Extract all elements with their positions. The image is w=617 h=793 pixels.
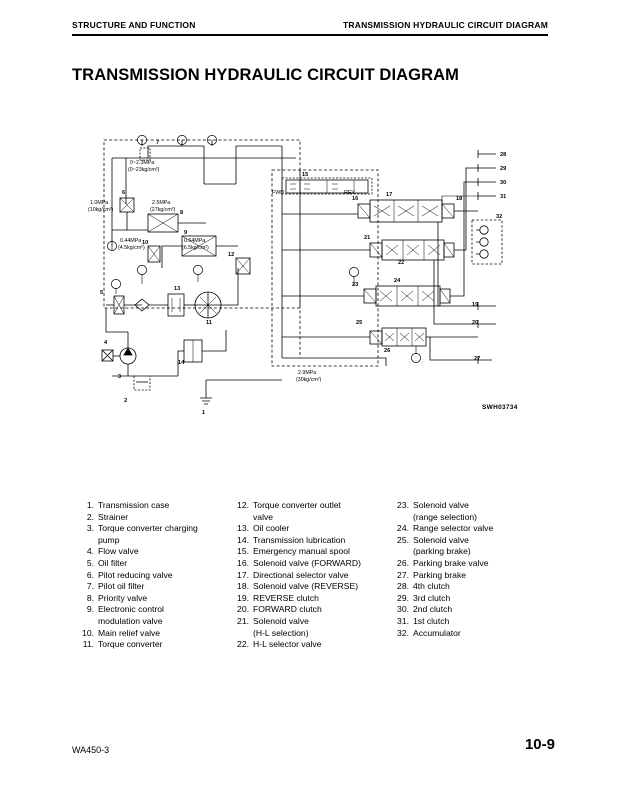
page-number: 10-9 bbox=[524, 736, 555, 753]
legend-number: 29. bbox=[397, 592, 409, 603]
legend-label: Directional selector valve bbox=[253, 569, 349, 580]
legend-label: Pilot reducing valve bbox=[98, 569, 173, 580]
list-item bbox=[389, 604, 534, 616]
svg-text:17: 17 bbox=[386, 192, 393, 198]
legend-label: Parking brake valve bbox=[413, 557, 489, 568]
list-item bbox=[389, 535, 534, 547]
legend-number: 4. bbox=[86, 546, 94, 557]
list-item bbox=[229, 535, 389, 547]
list-item bbox=[389, 581, 534, 593]
list-item bbox=[74, 628, 229, 640]
svg-text:(27kg/cm²): (27kg/cm²) bbox=[150, 207, 176, 213]
list-item bbox=[389, 523, 534, 535]
legend-label-cont: modulation valve bbox=[98, 615, 163, 626]
legend-label: Oil filter bbox=[98, 557, 128, 568]
svg-text:7: 7 bbox=[156, 140, 160, 146]
svg-text:25: 25 bbox=[356, 320, 363, 326]
legend-number: 26. bbox=[397, 557, 409, 568]
legend-label: FORWARD clutch bbox=[253, 604, 322, 615]
legend-label: Torque converter bbox=[98, 639, 163, 650]
legend-label: Strainer bbox=[98, 511, 129, 522]
svg-text:22: 22 bbox=[398, 260, 405, 266]
svg-text:21: 21 bbox=[364, 235, 371, 241]
legend-label: REVERSE clutch bbox=[253, 592, 319, 603]
svg-text:18: 18 bbox=[456, 196, 463, 202]
svg-text:8: 8 bbox=[180, 210, 184, 216]
legend-number: 9. bbox=[86, 604, 94, 615]
legend-label: Transmission case bbox=[98, 500, 170, 510]
legend-label: Range selector valve bbox=[413, 523, 494, 534]
footer-model-number: WA450-3 bbox=[72, 745, 110, 755]
svg-text:4: 4 bbox=[104, 340, 108, 346]
svg-text:(10kg/cm²): (10kg/cm²) bbox=[88, 207, 114, 213]
legend-number: 15. bbox=[237, 546, 249, 557]
legend-number: 12. bbox=[237, 500, 249, 510]
legend-number: 8. bbox=[86, 592, 94, 603]
svg-text:23: 23 bbox=[352, 282, 359, 288]
header-divider bbox=[72, 34, 548, 36]
list-item bbox=[74, 581, 229, 593]
header-section-title: STRUCTURE AND FUNCTION bbox=[72, 20, 196, 30]
svg-text:14: 14 bbox=[178, 360, 185, 366]
svg-text:10: 10 bbox=[142, 240, 149, 246]
legend-label: Accumulator bbox=[413, 627, 461, 638]
list-item bbox=[389, 570, 534, 582]
hydraulic-circuit-diagram bbox=[86, 118, 534, 418]
legend-label: Priority valve bbox=[98, 592, 148, 603]
svg-text:1: 1 bbox=[202, 410, 206, 416]
legend-label: Transmission lubrication bbox=[253, 534, 346, 545]
legend-number: 5. bbox=[86, 557, 94, 568]
drawing-number: SWH03734 bbox=[482, 404, 518, 411]
legend-number: 19. bbox=[237, 592, 249, 603]
legend-number: 17. bbox=[237, 569, 249, 580]
legend-label-cont: (parking brake) bbox=[413, 546, 471, 557]
svg-text:13: 13 bbox=[174, 286, 181, 292]
svg-text:32: 32 bbox=[496, 214, 503, 220]
svg-text:0~2.3MPa: 0~2.3MPa bbox=[130, 160, 155, 166]
component-legend bbox=[74, 500, 534, 651]
svg-text:2.9MPa: 2.9MPa bbox=[298, 370, 317, 376]
svg-text:6: 6 bbox=[122, 190, 126, 196]
list-item bbox=[74, 604, 229, 616]
svg-text:12: 12 bbox=[228, 252, 235, 258]
legend-number: 23. bbox=[397, 500, 409, 510]
list-item bbox=[229, 616, 389, 628]
list-item bbox=[229, 523, 389, 535]
list-item bbox=[229, 500, 389, 512]
svg-text:(6.5kg/cm²): (6.5kg/cm²) bbox=[182, 245, 209, 251]
svg-text:30: 30 bbox=[500, 180, 507, 186]
list-item bbox=[229, 546, 389, 558]
list-item bbox=[74, 512, 229, 524]
list-item bbox=[74, 593, 229, 605]
legend-number: 6. bbox=[86, 569, 94, 580]
legend-label: Torque converter charging bbox=[98, 523, 198, 534]
svg-text:0.44MPa: 0.44MPa bbox=[120, 238, 142, 244]
list-item bbox=[74, 500, 229, 512]
legend-label: 2nd clutch bbox=[413, 604, 453, 615]
legend-number: 2. bbox=[86, 511, 94, 522]
svg-text:15: 15 bbox=[302, 172, 309, 178]
svg-text:REV: REV bbox=[344, 190, 355, 196]
svg-text:2.5MPa: 2.5MPa bbox=[152, 200, 171, 206]
legend-label: Electronic control bbox=[98, 604, 164, 615]
legend-label-cont: valve bbox=[253, 511, 274, 522]
list-item bbox=[389, 500, 534, 512]
svg-text:FWD: FWD bbox=[272, 190, 285, 196]
legend-number: 27. bbox=[397, 569, 409, 580]
svg-text:(30kg/cm²): (30kg/cm²) bbox=[296, 377, 322, 383]
legend-number: 25. bbox=[397, 534, 409, 545]
list-item bbox=[74, 546, 229, 558]
svg-text:0.64MPa: 0.64MPa bbox=[184, 238, 206, 244]
legend-label: Flow valve bbox=[98, 546, 139, 557]
legend-label: 3rd clutch bbox=[413, 592, 451, 603]
list-item bbox=[229, 581, 389, 593]
list-item bbox=[229, 593, 389, 605]
legend-label: Solenoid valve bbox=[413, 534, 469, 545]
legend-label-cont: (range selection) bbox=[413, 511, 478, 522]
svg-text:16: 16 bbox=[352, 196, 359, 202]
legend-column-1 bbox=[74, 500, 229, 651]
list-item bbox=[389, 593, 534, 605]
list-item bbox=[229, 570, 389, 582]
svg-text:26: 26 bbox=[384, 348, 391, 354]
legend-number: 3. bbox=[86, 523, 94, 534]
legend-label: Pilot oil filter bbox=[98, 581, 145, 592]
legend-label: Solenoid valve (REVERSE) bbox=[253, 581, 359, 592]
legend-number: 7. bbox=[86, 581, 94, 592]
legend-column-3 bbox=[389, 500, 534, 651]
legend-label: Oil cooler bbox=[253, 523, 290, 534]
legend-label: Main relief valve bbox=[98, 627, 161, 638]
legend-number: 20. bbox=[237, 604, 249, 615]
legend-number: 18. bbox=[237, 581, 249, 592]
list-item bbox=[74, 570, 229, 582]
svg-text:1.0MPa: 1.0MPa bbox=[90, 200, 109, 206]
legend-label: Emergency manual spool bbox=[253, 546, 350, 557]
legend-number: 21. bbox=[237, 615, 249, 626]
legend-number: 30. bbox=[397, 604, 409, 615]
legend-column-2 bbox=[229, 500, 389, 651]
legend-label: Solenoid valve (FORWARD) bbox=[253, 557, 361, 568]
svg-text:20: 20 bbox=[472, 320, 479, 326]
legend-label: Parking brake bbox=[413, 569, 467, 580]
legend-number: 24. bbox=[397, 523, 409, 534]
header-topic-title: TRANSMISSION HYDRAULIC CIRCUIT DIAGRAM bbox=[343, 20, 548, 30]
legend-number: 1. bbox=[86, 500, 94, 510]
legend-number: 16. bbox=[237, 557, 249, 568]
legend-number: 22. bbox=[237, 639, 249, 650]
legend-label-cont: pump bbox=[98, 534, 120, 545]
legend-label: Solenoid valve bbox=[253, 615, 309, 626]
list-item bbox=[229, 558, 389, 570]
legend-number: 31. bbox=[397, 615, 409, 626]
svg-text:9: 9 bbox=[184, 230, 188, 236]
svg-text:31: 31 bbox=[500, 194, 507, 200]
legend-number: 11. bbox=[82, 639, 94, 650]
legend-number: 13. bbox=[237, 523, 249, 534]
svg-text:11: 11 bbox=[206, 320, 212, 326]
list-item bbox=[389, 616, 534, 628]
list-item bbox=[229, 604, 389, 616]
legend-label: 4th clutch bbox=[413, 581, 450, 592]
legend-label: H-L selector valve bbox=[253, 639, 322, 650]
svg-text:3: 3 bbox=[118, 374, 122, 380]
list-item bbox=[74, 558, 229, 570]
page-header bbox=[72, 20, 548, 30]
svg-text:(4.5kg/cm²): (4.5kg/cm²) bbox=[118, 245, 145, 251]
svg-text:(0~23kg/cm²): (0~23kg/cm²) bbox=[128, 167, 160, 173]
legend-label-cont: (H-L selection) bbox=[253, 627, 309, 638]
legend-number: 28. bbox=[397, 581, 409, 592]
legend-number: 14. bbox=[237, 534, 249, 545]
svg-text:29: 29 bbox=[500, 166, 507, 172]
legend-label: Solenoid valve bbox=[413, 500, 469, 510]
list-item bbox=[74, 639, 229, 651]
legend-label: Torque converter outlet bbox=[253, 500, 341, 510]
svg-text:2: 2 bbox=[124, 398, 128, 404]
list-item bbox=[74, 523, 229, 535]
legend-number: 10. bbox=[82, 627, 94, 638]
svg-text:24: 24 bbox=[394, 278, 401, 284]
list-item bbox=[389, 628, 534, 640]
list-item bbox=[229, 639, 389, 651]
svg-text:5: 5 bbox=[100, 290, 104, 296]
page-title: TRANSMISSION HYDRAULIC CIRCUIT DIAGRAM bbox=[72, 66, 459, 84]
svg-text:27: 27 bbox=[474, 356, 481, 362]
svg-text:28: 28 bbox=[500, 152, 507, 158]
legend-label: 1st clutch bbox=[413, 615, 450, 626]
list-item bbox=[389, 558, 534, 570]
legend-number: 32. bbox=[397, 627, 409, 638]
svg-text:19: 19 bbox=[472, 302, 479, 308]
